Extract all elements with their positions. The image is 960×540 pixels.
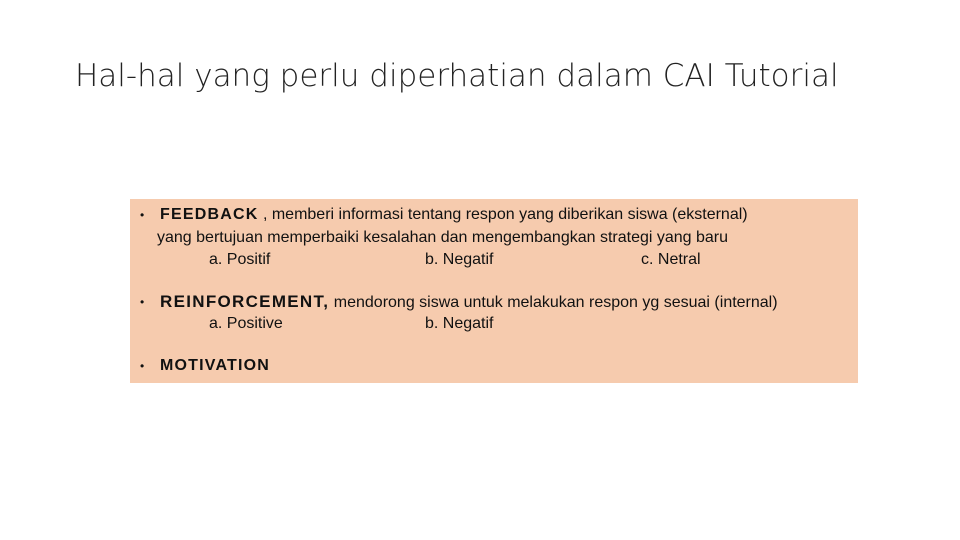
reinforcement-option-a: a. Positive [209,315,283,332]
feedback-line-1 [160,205,748,225]
bullet: • [140,295,145,309]
slide-title: Hal-hal yang perlu diperhatian dalam CAI Tutorial [75,58,839,94]
reinforcement-keyword: REINFORCEMENT, [160,292,330,311]
content-box [130,199,858,383]
feedback-option-c: c. Netral [641,251,701,268]
reinforcement-text-1: mendorong siswa untuk melakukan respon yg sesuai (internal) [329,294,778,311]
bullet: • [140,359,145,373]
feedback-option-b: b. Negatif [425,251,494,268]
motivation-keyword: MOTIVATION [160,357,271,374]
bullet: • [140,208,145,222]
feedback-text-1: , memberi informasi tentang respon yang diberikan siswa (eksternal) [258,206,748,223]
motivation-line-1 [160,356,270,376]
feedback-keyword: FEEDBACK [160,206,259,223]
feedback-option-a: a. Positif [209,251,271,268]
reinforcement-line-1 [160,292,778,313]
reinforcement-option-b: b. Negatif [425,315,494,332]
feedback-text-2: yang bertujuan memperbaiki kesalahan dan mengembangkan strategi yang baru [157,229,729,246]
